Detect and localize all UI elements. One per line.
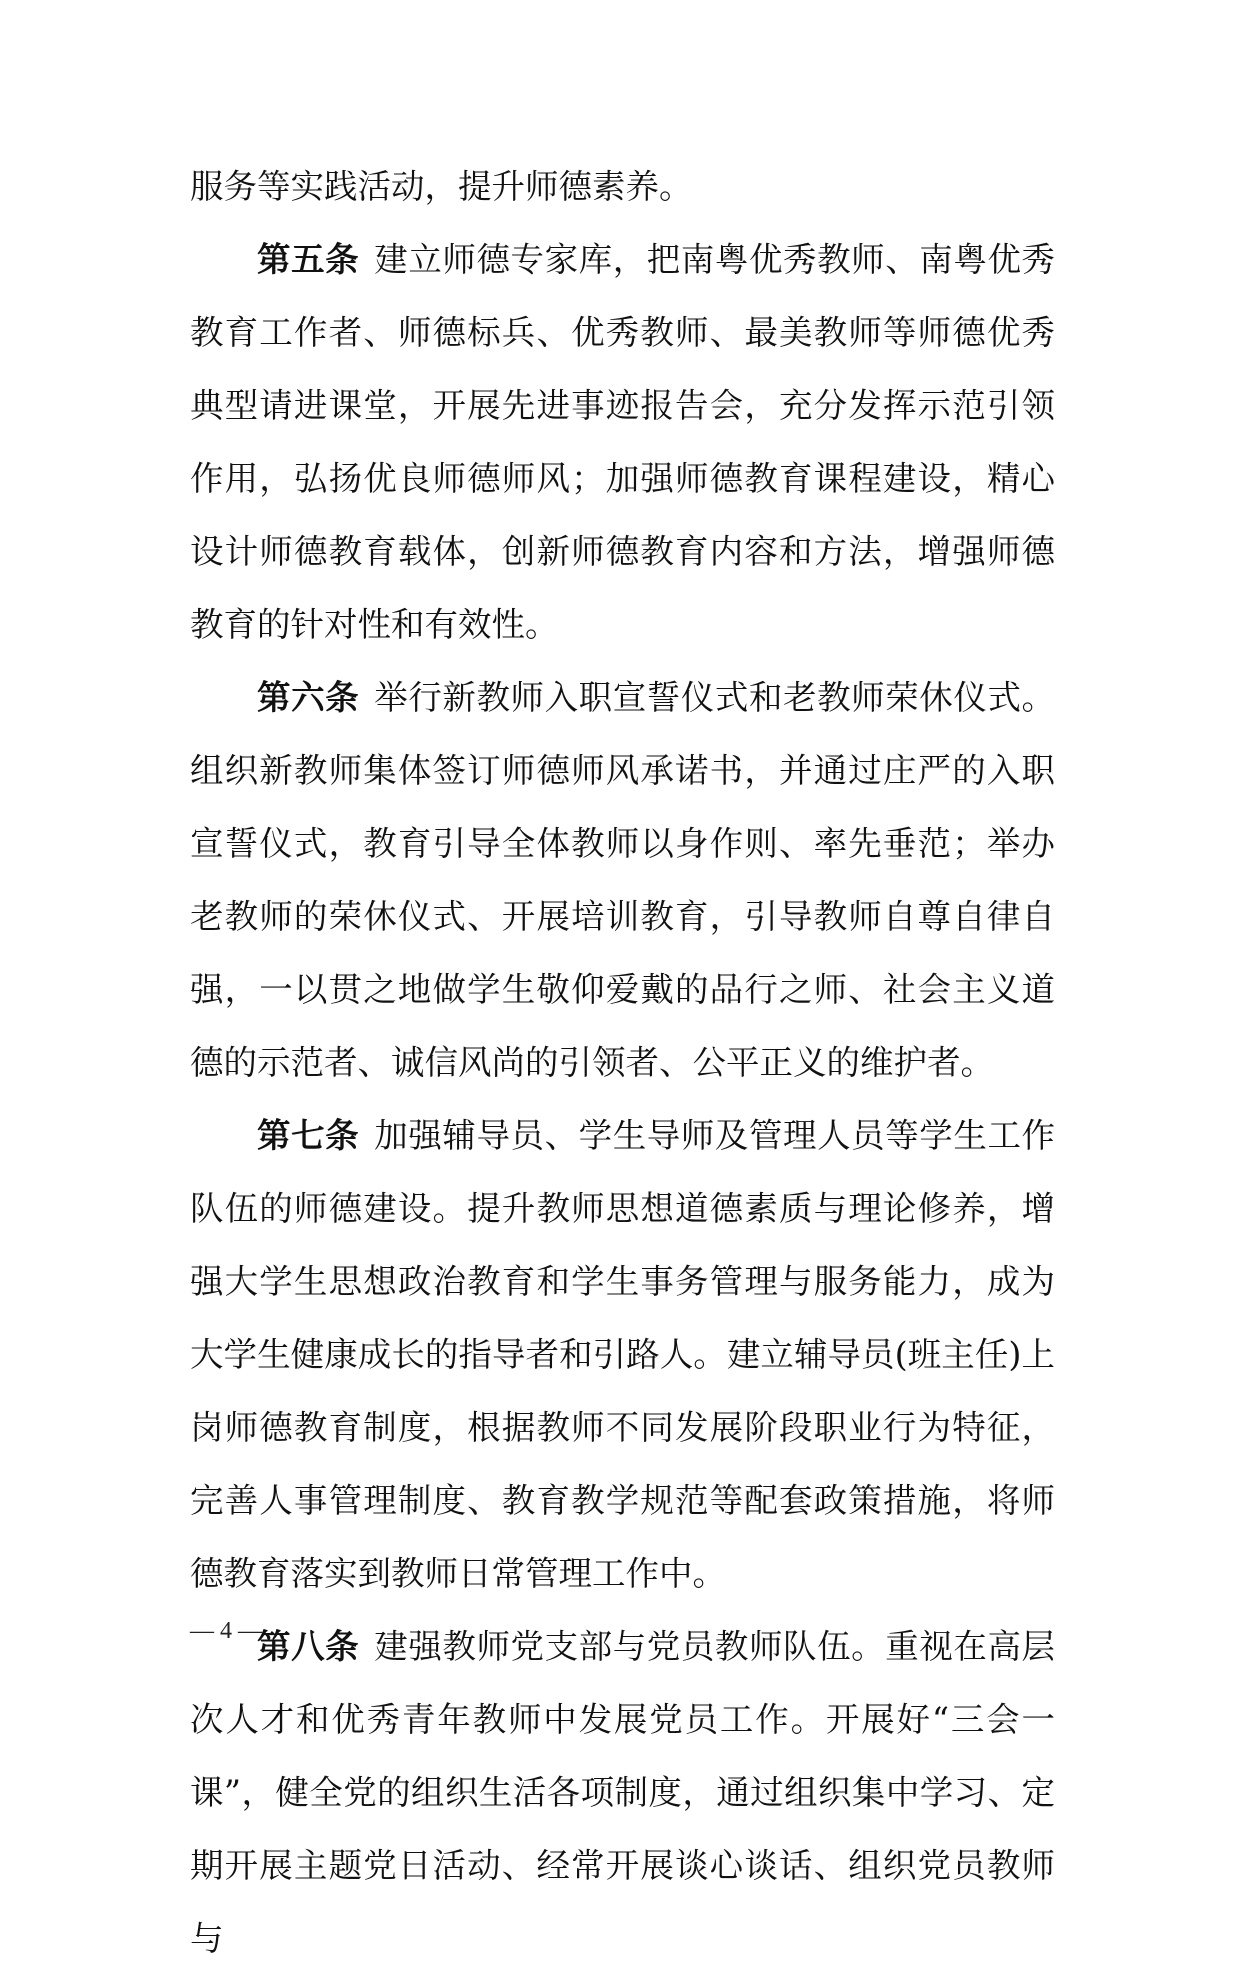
paragraph-continuation — [190, 150, 1055, 223]
paragraph-text: 加强辅导员、学生导师及管理人员等学生工作队伍的师德建设。提升教师思想道德素质与理论修养，增强大学生思想政治教育和学生事务管理与服务能力，成为大学生健康成长的指导者和引路人。建立辅导员(班主任)上岗师德教育制度，根据教师不同发展阶段职业行为特征，完善人事管理制度、教育教学规范等配套政策措施，将师德教育落实到教师日常管理工作中。 — [190, 1116, 1056, 1593]
paragraph-article-7 — [190, 1099, 1055, 1610]
paragraph-text: 建强教师党支部与党员教师队伍。重视在高层次人才和优秀青年教师中发展党员工作。开展好“三会一课”，健全党的组织生活各项制度，通过组织集中学习、定期开展主题党日活动、经常开展谈心谈话、组织党员教师与 — [190, 1627, 1056, 1958]
article-number: 第五条 — [257, 240, 360, 279]
article-number: 第七条 — [257, 1116, 360, 1155]
paragraph-article-5 — [190, 223, 1055, 661]
paragraph-text: 服务等实践活动，提升师德素养。 — [190, 167, 693, 206]
paragraph-article-8 — [190, 1610, 1055, 1975]
page-number: — 4 — — [190, 1618, 262, 1644]
article-number: 第六条 — [257, 678, 360, 717]
paragraph-text: 举行新教师入职宣誓仪式和老教师荣休仪式。组织新教师集体签订师德师风承诺书，并通过庄严的入职宣誓仪式，教育引导全体教师以身作则、率先垂范；举办老教师的荣休仪式、开展培训教育，引导教师自尊自律自强，一以贯之地做学生敬仰爱戴的品行之师、社会主义道德的示范者、诚信风尚的引领者、公平正义的维护者。 — [190, 678, 1056, 1082]
paragraph-text: 建立师德专家库，把南粤优秀教师、南粤优秀教育工作者、师德标兵、优秀教师、最美教师等师德优秀典型请进课堂，开展先进事迹报告会，充分发挥示范引领作用，弘扬优良师德师风；加强师德教育课程建设，精心设计师德教育载体，创新师德教育内容和方法，增强师德教育的针对性和有效性。 — [190, 240, 1056, 644]
paragraph-article-6 — [190, 661, 1055, 1099]
document-body — [190, 150, 1055, 1975]
article-number: 第八条 — [257, 1627, 360, 1666]
